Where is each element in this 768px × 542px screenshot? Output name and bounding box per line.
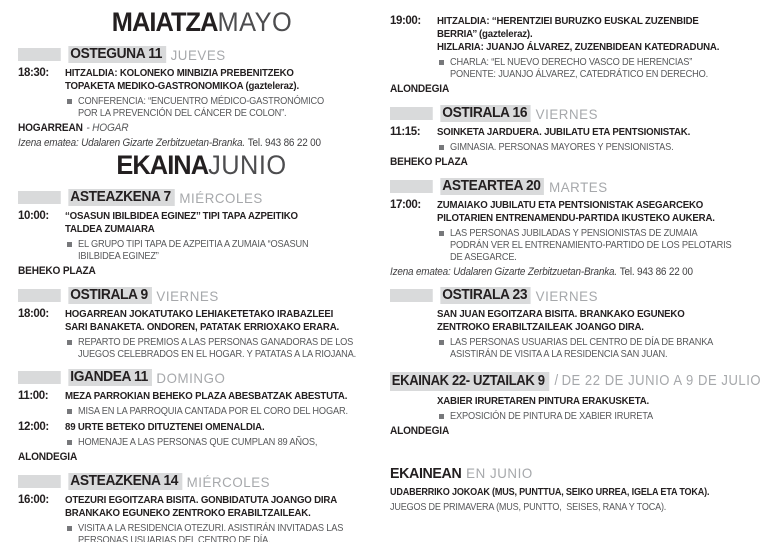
day-header-basque: OSTEGUNA 11 (68, 46, 165, 63)
day-header-basque: ASTEARTEA 20 (440, 178, 544, 195)
event-row (18, 308, 386, 360)
range-basque: EKAINAK 22- UZTAILAK 9 (390, 372, 549, 391)
event-spanish-line: JUEGOS CELEBRADOS EN EL HOGAR. Y PATATAS A LA RIOJANA. (78, 348, 357, 360)
month-title (18, 8, 386, 37)
venue-label: ALONDEGIA (390, 425, 450, 437)
event-spanish (65, 336, 386, 360)
event-spanish (437, 56, 760, 80)
event-basque-line: BRANKAKO EGUNEKO ZENTROKO ERABILTZAILEAK. (65, 507, 311, 519)
event-spanish (65, 405, 386, 417)
day-header-basque: IGANDEA 11 (68, 369, 151, 386)
event-spanish-line: CHARLA: “EL NUEVO DERECHO VASCO DE HERENCIAS” (450, 56, 693, 68)
venue-row (18, 265, 357, 278)
day-header (18, 287, 368, 304)
event-basque-line: OTEZURI EGOITZARA BISITA. GONBIDATUTA JOANGO DIRA (65, 494, 338, 506)
day-header (390, 287, 742, 304)
event-basque (65, 67, 386, 93)
event-time: 11:00: (18, 390, 49, 402)
event-row (18, 67, 386, 119)
event-spanish-line: ASISTIRÁN DE VISITA A LA RESIDENCIA SAN JUAN. (450, 348, 668, 360)
event-row (390, 199, 760, 263)
event-body (437, 126, 760, 153)
event-row (390, 15, 760, 80)
note-phone: Tel. 943 86 22 00 (247, 137, 321, 149)
event-basque-line: SAN JUAN EGOITZARA BISITA. BRANKAKO EGUNEKO (437, 308, 685, 320)
day-header-basque: ASTEAZKENA 14 (68, 473, 182, 490)
day-header-box (390, 107, 433, 120)
square-bullet-icon (439, 340, 444, 345)
event-spanish-line: GIMNASIA. PERSONAS MAYORES Y PENSIONISTAS. (450, 141, 674, 153)
day-header-spanish: DOMINGO (156, 369, 226, 386)
event-time: 18:00: (18, 308, 49, 320)
month-title-basque: MAIATZA (111, 7, 218, 37)
event-spanish-line: HOMENAJE A LAS PERSONAS QUE CUMPLAN 89 AÑOS, (78, 436, 318, 448)
venue-label: BEHEKO PLAZA (18, 265, 96, 277)
event-row (18, 210, 386, 262)
event-spanish (437, 336, 760, 360)
event-spanish-line: LAS PERSONAS USUARIAS DEL CENTRO DE DÍA DE BRANKA (450, 336, 714, 348)
event-time: 19:00: (390, 15, 421, 27)
note-phone: Tel. 943 86 22 00 (619, 266, 693, 278)
venue-row (390, 156, 730, 169)
event-spanish-line: VISITA A LA RESIDENCIA OTEZURI. ASISTIRÁN INVITADAS LAS (78, 522, 344, 534)
day-header-box (18, 289, 61, 302)
month-title-spanish: MAYO (217, 7, 293, 37)
month-title-inner (112, 8, 292, 37)
square-bullet-icon (67, 242, 72, 247)
event-spanish (437, 410, 760, 422)
registration-note (18, 137, 357, 149)
column-left (18, 6, 386, 542)
section-subheader (390, 464, 742, 483)
day-header-spanish: JUEVES (170, 46, 226, 63)
event-basque (437, 308, 760, 334)
plain-line-spanish: JUEGOS DE PRIMAVERA (MUS, PUNTTO, SEISES, RANA Y TOCA). (390, 502, 667, 513)
event-row (390, 308, 760, 360)
event-basque (437, 395, 760, 408)
day-header (390, 105, 742, 122)
month-title-spanish: JUNIO (208, 150, 288, 180)
event-basque (437, 15, 760, 54)
event-basque-line: HOGARREAN JOKATUTAKO LEHIAKETETAKO IRABAZLEEI (65, 308, 334, 320)
event-body (65, 421, 386, 448)
event-time: 12:00: (18, 421, 49, 433)
month-title-inner (117, 151, 287, 180)
event-row (18, 421, 386, 448)
square-bullet-icon (439, 414, 444, 419)
square-bullet-icon (67, 440, 72, 445)
day-header-basque: ASTEAZKENA 7 (68, 189, 174, 206)
event-basque (65, 390, 386, 403)
day-header-basque: OSTIRALA 16 (440, 105, 531, 122)
venue-label: ALONDEGIA (390, 83, 450, 95)
day-header-box (18, 48, 61, 61)
event-basque-line: TOPAKETA MEDIKO-GASTRONOMIKOA (gazteleraz). (65, 80, 299, 92)
range-spanish: DE 22 DE JUNIO A 9 DE JULIO (561, 373, 762, 389)
day-header (18, 369, 368, 386)
event-spanish (65, 436, 386, 448)
venue-row (18, 451, 357, 464)
event-time: 17:00: (390, 199, 421, 211)
event-spanish-line: EXPOSICIÓN DE PINTURA DE XABIER IRURETA (450, 410, 653, 422)
event-spanish (65, 522, 386, 542)
square-bullet-icon (439, 145, 444, 150)
day-header-box (390, 289, 433, 302)
month-title-basque: EKAINA (116, 150, 209, 180)
event-spanish (437, 141, 760, 153)
day-header-box (18, 371, 61, 384)
day-header-spanish: VIERNES (156, 287, 219, 304)
square-bullet-icon (439, 231, 444, 236)
day-header-basque: OSTIRALA 23 (440, 287, 531, 304)
event-basque-line: PILOTARIEN ENTRENAMENDU-PARTIDA IKUSTEKO AUKERA. (437, 212, 715, 224)
venue-row (18, 122, 357, 135)
venue-label: ALONDEGIA (18, 451, 78, 463)
venue-label: BEHEKO PLAZA (390, 156, 468, 168)
day-header (18, 189, 368, 206)
event-basque-line: SARI BANAKETA. ONDOREN, PATATAK ERRIOXAKO ERARA. (65, 321, 340, 333)
day-header-spanish: MARTES (549, 178, 608, 195)
square-bullet-icon (439, 60, 444, 65)
day-header (390, 178, 742, 195)
event-basque-line: HIZLARIA: JUANJO ÁLVAREZ, ZUZENBIDEAN KATEDRADUNA. (437, 41, 720, 53)
event-body (65, 210, 386, 262)
event-spanish-line: MISA EN LA PARROQUIA CANTADA POR EL CORO DEL HOGAR. (78, 405, 348, 417)
event-basque-line: TALDEA ZUMAIARA (65, 223, 155, 235)
event-row (18, 390, 386, 417)
event-row (18, 494, 386, 542)
event-body (65, 308, 386, 360)
day-header (18, 46, 368, 63)
venue-label: HOGARREAN (18, 122, 83, 134)
day-header-spanish: VIERNES (535, 105, 599, 122)
event-row (390, 126, 760, 153)
subheader-basque: EKAINEAN (390, 465, 462, 482)
event-spanish-line: PODRÁN VER EL ENTRENAMIENTO-PARTIDO DE LOS PELOTARIS (450, 239, 732, 251)
event-spanish-line: LAS PERSONAS JUBILADAS Y PENSIONISTAS DE ZUMAIA (450, 227, 698, 239)
column-right (386, 6, 760, 542)
event-basque (437, 199, 760, 225)
venue-row (390, 425, 730, 438)
event-spanish-line: DE ASEGARCE. (450, 251, 517, 263)
event-time: 10:00: (18, 210, 49, 222)
event-body (437, 308, 760, 360)
event-spanish (65, 238, 386, 262)
day-header-spanish: MIÉRCOLES (186, 473, 271, 490)
venue-row (390, 83, 730, 96)
event-spanish (65, 95, 386, 119)
day-header-box (18, 475, 61, 488)
event-body (437, 199, 760, 263)
range-separator: / (554, 373, 558, 389)
day-header-spanish: VIERNES (535, 287, 599, 304)
event-spanish-line: REPARTO DE PREMIOS A LAS PERSONAS GANADORAS DE LOS (78, 336, 354, 348)
day-header-box (18, 191, 61, 204)
event-basque (65, 308, 386, 334)
event-row (390, 395, 760, 422)
event-basque-line: SOINKETA JARDUERA. JUBILATU ETA PENTSIONISTAK. (437, 126, 691, 138)
note-italic-text: Izena ematea: Udalaren Gizarte Zerbitzuetan-Branka. (390, 266, 617, 278)
event-basque-line: HITZALDIA: KOLONEKO MINBIZIA PREBENITZEKO (65, 67, 294, 79)
event-basque-line: MEZA PARROKIAN BEHEKO PLAZA ABESBATZAK ABESTUTA. (65, 390, 348, 402)
event-basque-line: ZUMAIAKO JUBILATU ETA PENTSIONISTAK ASEGARCEKO (437, 199, 704, 211)
event-basque-line: HITZALDIA: ‘‘HERENTZIEI BURUZKO EUSKAL ZUZENBIDE (437, 15, 699, 27)
event-basque (65, 421, 386, 434)
event-body (437, 15, 760, 80)
day-header-box (390, 180, 433, 193)
event-body (437, 395, 760, 422)
event-basque (437, 126, 760, 139)
month-title (18, 151, 386, 180)
plain-line-basque: UDABERRIKO JOKOAK (MUS, PUNTTUA, SEIKO URREA, IGELA ETA TOKA). (390, 487, 710, 498)
date-range-header (390, 372, 762, 391)
event-basque-line: ‘‘OSASUN IBILBIDEA EGINEZ’’ TIPI TAPA AZPEITIKO (65, 210, 298, 222)
event-basque-line: ZENTROKO ERABILTZAILEAK JOANGO DIRA. (437, 321, 644, 333)
event-spanish-line: CONFERENCIA: “ENCUENTRO MÉDICO-GASTRONÓMICO (78, 95, 325, 107)
event-spanish-line: POR LA PREVENCIÓN DEL CÁNCER DE COLON”. (78, 107, 287, 119)
event-basque (65, 494, 386, 520)
event-spanish-line: EL GRUPO TIPI TAPA DE AZPEITIA A ZUMAIA “OSASUN (78, 238, 309, 250)
event-body (65, 390, 386, 417)
note-italic-text: Izena ematea: Udalaren Gizarte Zerbitzuetan-Branka. (18, 137, 245, 149)
day-header-basque: OSTIRALA 9 (68, 287, 151, 304)
venue-translation: - HOGAR (86, 122, 129, 134)
event-spanish-line: PONENTE: JUANJO ÁLVAREZ, CATEDRÁTICO EN DERECHO. (450, 68, 709, 80)
event-time: 11:15: (390, 126, 421, 138)
event-basque-line: XABIER IRURETAREN PINTURA ERAKUSKETA. (437, 395, 649, 407)
registration-note (390, 266, 730, 278)
day-header (18, 473, 368, 490)
event-body (65, 494, 386, 542)
square-bullet-icon (67, 340, 72, 345)
day-header-spanish: MIÉRCOLES (179, 189, 263, 206)
square-bullet-icon (67, 99, 72, 104)
event-time (390, 308, 437, 360)
square-bullet-icon (67, 526, 72, 531)
subheader-spanish: EN JUNIO (466, 465, 533, 481)
event-body (65, 67, 386, 119)
event-basque-line: BERRIA’’ (gazteleraz). (437, 28, 533, 40)
square-bullet-icon (67, 409, 72, 414)
event-spanish-line: IBILBIDEA EGINEZ” (78, 250, 159, 262)
event-basque-line: 89 URTE BETEKO DITUZTENEI OMENALDIA. (65, 421, 265, 433)
event-spanish-line: PERSONAS USUARIAS DEL CENTRO DE DÍA. (78, 534, 271, 542)
event-basque (65, 210, 386, 236)
event-time (390, 395, 437, 422)
event-time: 18:30: (18, 67, 49, 79)
event-time: 16:00: (18, 494, 49, 506)
event-spanish (437, 227, 760, 263)
